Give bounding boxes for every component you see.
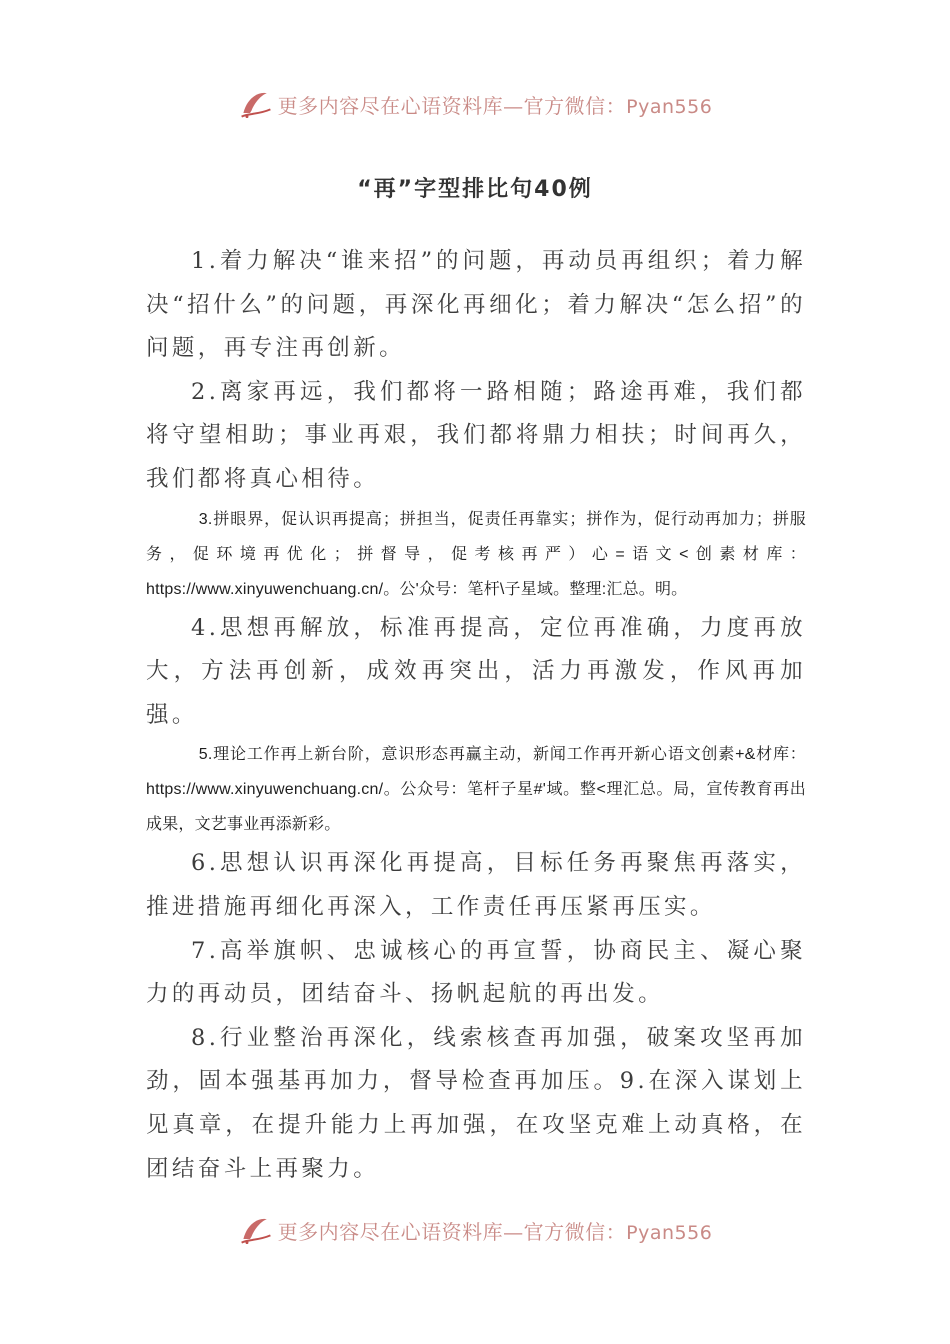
header-wechat-id: Pyan556 [626, 95, 713, 118]
header-banner-label: 更多内容尽在心语资料库—官方微信： [277, 93, 627, 118]
footer-banner-text [278, 1216, 713, 1245]
paragraph-7: 7.高举旗帜、忠诚核心的再宣誓，协商民主、凝心聚力的再动员，团结奋斗、扬帆起航的再出发。 [146, 937, 806, 1008]
paragraph-8: 8.行业整治再深化，线索核查再加强，破案攻坚再加劲，固本强基再加力，督导检查再加压。9.在深入谋划上见真章，在提升能力上再加强，在攻坚克难上动真格，在团结奋斗上再聚力。 [146, 1024, 806, 1182]
document-body [146, 240, 806, 1191]
pen-signature-icon [238, 86, 274, 122]
header-banner-text [278, 90, 713, 119]
document-title: “再”字型排比句40例 [357, 177, 593, 202]
paragraph-2: 2.离家再远，我们都将一路相随；路途再难，我们都将守望相助；事业再艰，我们都将鼎力相扶；时间再久，我们都将真心相待。 [146, 378, 806, 492]
paragraph-5: 5.理论工作再上新台阶，意识形态再赢主动，新闻工作再开新心语文创素+&材库：https://www.xinyuwenchuang.cn/。公众号：笔杆子星#'域。整<理汇总。局，宣传教育再出成果，文艺事业再添新彩。 [146, 746, 806, 834]
footer-wechat-id: Pyan556 [626, 1221, 713, 1244]
paragraph-4: 4.思想再解放，标准再提高，定位再准确，力度再放大，方法再创新，成效再突出，活力再激发，作风再加强。 [146, 614, 806, 728]
footer-banner-label: 更多内容尽在心语资料库—官方微信： [277, 1219, 627, 1244]
paragraph-1: 1.着力解决“谁来招”的问题，再动员再组织；着力解决“招什么”的问题，再深化再细化；着力解决“怎么招”的问题，再专注再创新。 [146, 248, 806, 362]
footer-banner [0, 1208, 950, 1252]
paragraph-3: 3.拼眼界，促认识再提高；拼担当，促责任再靠实；拼作为，促行动再加力；拼服务，促环境再优化；拼督导，促考核再严）心=语文<创素材库：https://www.xinyuwenchuang.cn/。公'众号：笔杆\子星域。整理:汇总。明。 [146, 510, 806, 598]
paragraph-6: 6.思想认识再深化再提高，目标任务再聚焦再落实，推进措施再细化再深入，工作责任再压紧再压实。 [146, 850, 806, 920]
pen-signature-icon [238, 1212, 274, 1248]
header-banner [0, 82, 950, 126]
